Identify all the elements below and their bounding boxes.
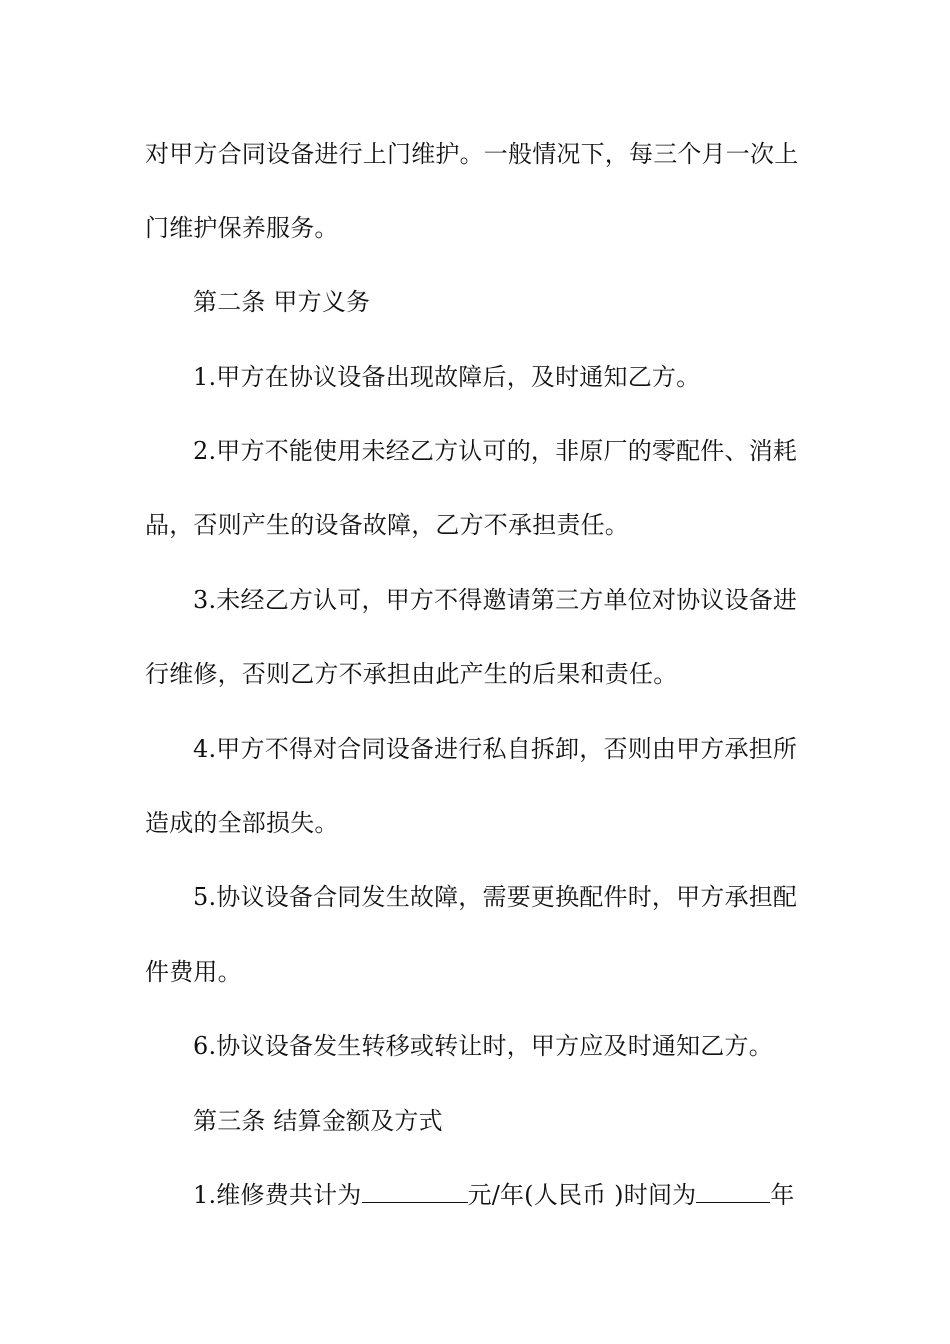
years-blank-field[interactable] <box>696 1180 770 1203</box>
clause-item: 3.未经乙方认可，甲方不得邀请第三方单位对协议设备进 <box>193 586 798 614</box>
fee-prefix: 1.维修费共计为 <box>193 1181 362 1209</box>
amount-blank-field[interactable] <box>362 1180 468 1203</box>
fee-clause-line <box>193 1180 815 1210</box>
paragraph-line: 行维修，否则乙方不承担由此产生的后果和责任。 <box>145 660 678 688</box>
fee-middle: 元/年(人民币 )时间为 <box>467 1181 697 1209</box>
section-heading: 第二条 甲方义务 <box>193 288 371 316</box>
paragraph-line: 门维护保养服务。 <box>145 214 339 242</box>
paragraph-line: 造成的全部损失。 <box>145 809 339 837</box>
paragraph-line: 件费用。 <box>145 958 242 986</box>
clause-item: 2.甲方不能使用未经乙方认可的，非原厂的零配件、消耗 <box>193 437 798 465</box>
paragraph-line: 对甲方合同设备进行上门维护。一般情况下，每三个月一次上 <box>145 140 799 168</box>
clause-item: 5.协议设备合同发生故障，需要更换配件时，甲方承担配 <box>193 883 798 911</box>
clause-item: 4.甲方不得对合同设备进行私自拆卸，否则由甲方承担所 <box>193 735 798 763</box>
fee-suffix: 年 <box>770 1181 795 1209</box>
clause-item: 1.甲方在协议设备出现故障后，及时通知乙方。 <box>193 363 701 391</box>
paragraph-line: 品，否则产生的设备故障，乙方不承担责任。 <box>145 511 629 539</box>
clause-item: 6.协议设备发生转移或转让时，甲方应及时通知乙方。 <box>193 1032 773 1060</box>
section-heading: 第三条 结算金额及方式 <box>193 1107 443 1135</box>
